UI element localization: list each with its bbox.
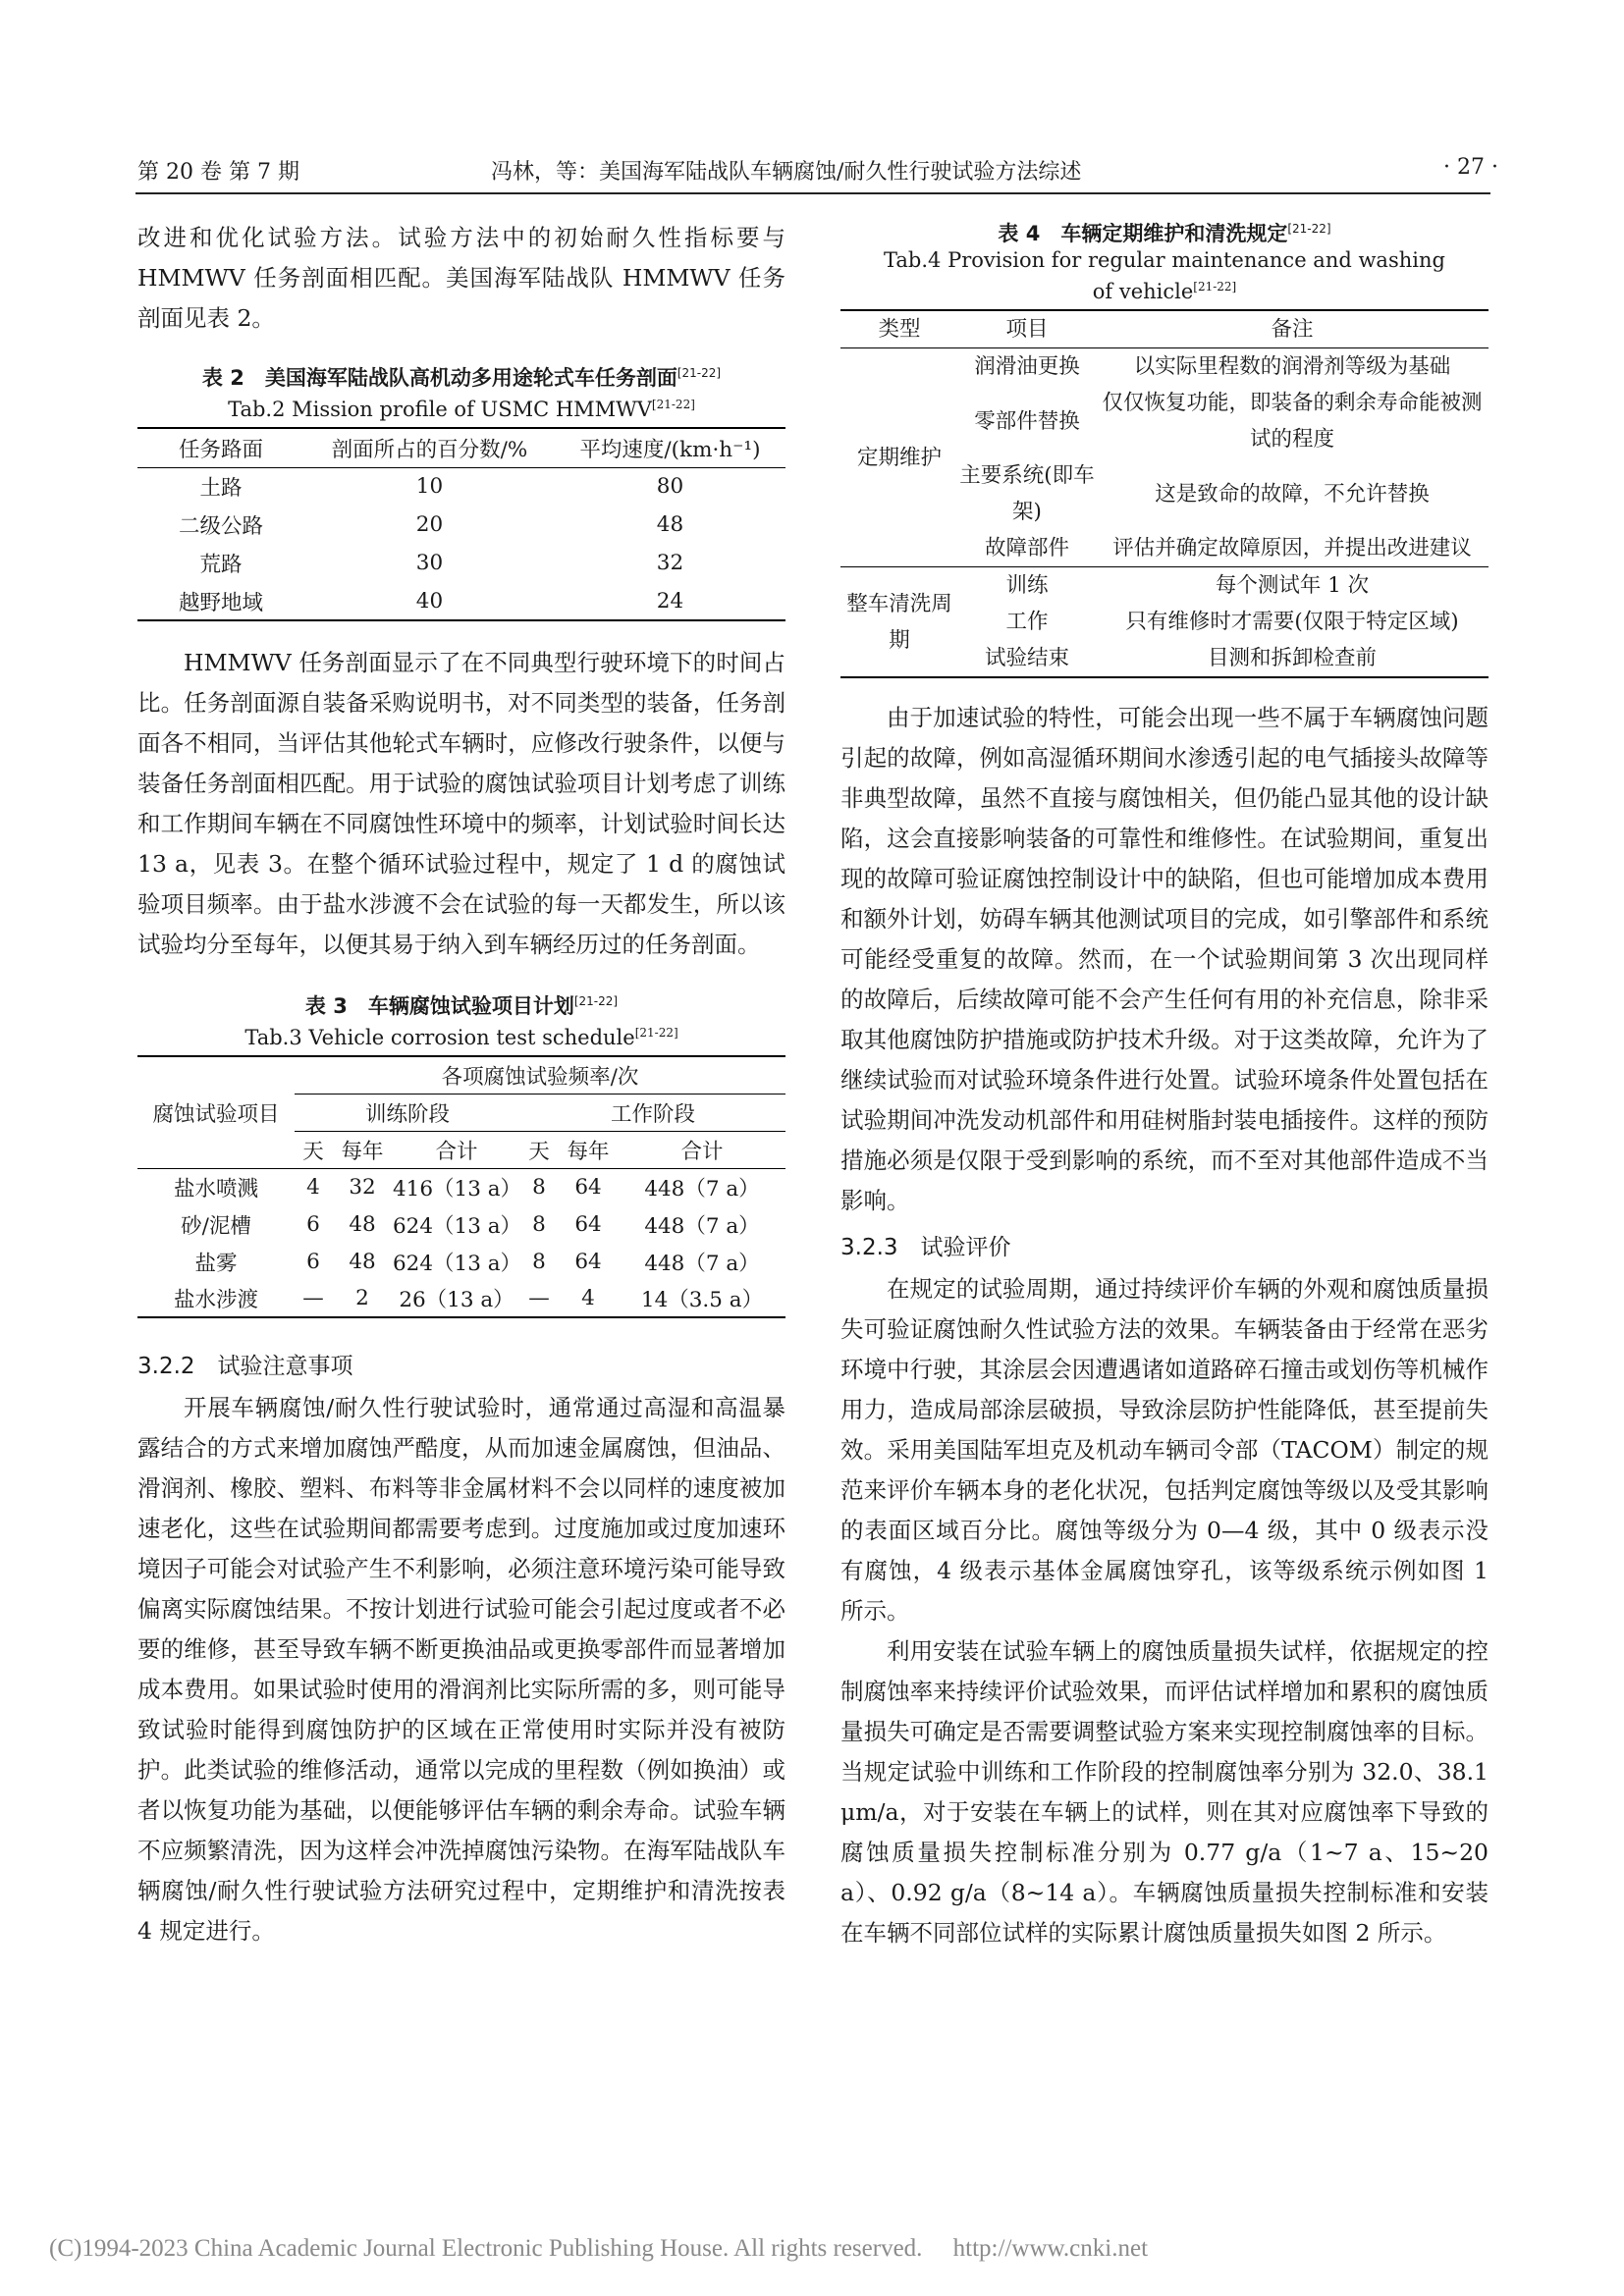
table3-cell: 64 — [574, 1249, 602, 1274]
precautions-paragraph: 开展车辆腐蚀/耐久性行驶试验时，通常通过高湿和高温暴露结合的方式来增加腐蚀严酷度，从而加速金属腐蚀，但油品、滑润剂、橡胶、塑料、布料等非金属材料不会以同样的速度被加速老化，这些在试验期间都需要考虑到。过度施加或过度加速环境因子可能会对试验产生不利影响，必须注意环境污染可能导致偏离实际腐蚀结果。不按计划进行试验可能会引起过度或者不必要的维修，甚至导致车辆不断更换油品或更换零部件而显著增加成本费用。如果试验时使用的滑润剂比实际所需的多，则可能导致试验时能得到腐蚀防护的区域在正常使用时实际并没有被防护。此类试验的维修活动，通常以完成的里程数（例如换油）或者以恢复功能为基础，以便能够评估车辆的剩余寿命。试验车辆不应频繁清洗，因为这样会冲洗掉腐蚀污染物。在海军陆战队车辆腐蚀/耐久性行驶试验方法研究过程中，定期维护和清洗按表 4 规定进行。 — [137, 1394, 785, 1945]
table4 — [840, 218, 1489, 678]
table3-cell: 448（7 a） — [644, 1176, 760, 1201]
running-title: 冯林，等：美国海军陆战队车辆腐蚀/耐久性行驶试验方法综述 — [491, 160, 1082, 185]
section-heading-323: 3.2.3 试验评价 — [840, 1235, 1011, 1260]
table4-item: 故障部件 — [984, 536, 1069, 561]
table3-header-row — [137, 1056, 785, 1094]
table4-caption-cn: 表 4 车辆定期维护和清洗规定[21-22] — [998, 222, 1331, 245]
table-row — [137, 1168, 785, 1205]
section-heading-322: 3.2.2 试验注意事项 — [137, 1354, 353, 1379]
table3-caption-cn: 表 3 车辆腐蚀试验项目计划[21-22] — [304, 994, 619, 1018]
table3-cell: 8 — [532, 1211, 546, 1237]
table-row — [840, 348, 1489, 386]
table3-cell: 448（7 a） — [644, 1251, 760, 1276]
table3-header-total: 合计 — [435, 1139, 478, 1164]
table2-cell: 20 — [415, 512, 444, 537]
table2-header: 剖面所占的百分数/% — [331, 437, 528, 462]
table3-cell: 4 — [306, 1174, 320, 1200]
table2-grid — [137, 427, 785, 621]
table3-cell: 26（13 a） — [399, 1288, 514, 1312]
left-column — [137, 218, 785, 1951]
table3-cell: 盐水涉渡 — [173, 1288, 258, 1312]
table4-note: 以实际里程数的润滑剂等级为基础 — [1133, 354, 1451, 379]
table4-item: 试验结束 — [984, 646, 1069, 670]
table3-cell: 盐水喷溅 — [173, 1176, 258, 1201]
table3-header-work: 工作阶段 — [520, 1094, 785, 1131]
table3-cell: 砂/泥槽 — [181, 1213, 251, 1239]
table3-cell: 4 — [581, 1286, 595, 1310]
journal-volume: 第 20 卷 第 7 期 — [137, 160, 299, 185]
table3-header-train: 训练阶段 — [295, 1094, 520, 1131]
table3-cell: 624（13 a） — [393, 1213, 522, 1239]
table4-item: 训练 — [1005, 573, 1049, 598]
table3-cell: 8 — [532, 1249, 546, 1274]
table3-cell: 48 — [349, 1211, 376, 1237]
table3-header-year: 每年 — [567, 1139, 610, 1164]
table4-note: 每个测试年 1 次 — [1215, 573, 1370, 598]
table4-header-row — [840, 310, 1489, 348]
table4-caption-en-line1: Tab.4 Provision for regular maintenance and washing — [884, 248, 1445, 272]
table3-header-day: 天 — [528, 1139, 550, 1164]
table-row — [137, 467, 785, 506]
table2-header: 任务路面 — [178, 437, 263, 462]
table3-header-item: 腐蚀试验项目 — [152, 1101, 280, 1127]
table3-cell: 14（3.5 a） — [640, 1288, 764, 1312]
table2-cell: 越野地域 — [178, 590, 263, 615]
table3-header-year: 每年 — [341, 1139, 384, 1164]
table2-cell: 荒路 — [199, 553, 243, 577]
table2-cell: 48 — [656, 512, 684, 537]
table4-item: 润滑油更换 — [974, 354, 1080, 379]
table3-grid — [137, 1055, 785, 1318]
table4-note: 只有维修时才需要(仅限于特定区域) — [1125, 610, 1459, 634]
table-row — [840, 567, 1489, 605]
evaluation-paragraph: 在规定的试验周期，通过持续评价车辆的外观和腐蚀质量损失可验证腐蚀耐久性试验方法的效果。车辆装备由于经常在恶劣环境中行驶，其涂层会因遭遇诸如道路碎石撞击或划伤等机械作用力，造成局部涂层破损，导致涂层防护性能降低，甚至提前失效。采用美国陆军坦克及机动车辆司令部（TACOM）制定的规范来评价车辆本身的老化状况，包括判定腐蚀等级以及受其影响的表面区域百分比。腐蚀等级分为 0—4 级，其中 0 级表示没有腐蚀，4 级表示基体金属腐蚀穿孔，该等级系统示例如图 1 所示。 — [840, 1275, 1489, 1625]
table2-cell: 土路 — [199, 476, 243, 502]
table3 — [137, 990, 785, 1318]
copyright-footer: (C)1994-2023 China Academic Journal Electronic Publishing House. All rights reserved. http://www.cnki.net — [49, 2235, 1149, 2262]
table4-header: 项目 — [1005, 317, 1049, 342]
table3-header-day: 天 — [302, 1139, 324, 1164]
table2-cell: 30 — [415, 551, 444, 575]
table4-note: 仅仅恢复功能，即装备的剩余寿命能被测试的程度 — [1102, 391, 1483, 452]
table3-cell: 624（13 a） — [393, 1251, 522, 1276]
mass-loss-paragraph: 利用安装在试验车辆上的腐蚀质量损失试样，依据规定的控制腐蚀率来持续评价试验效果，而评估试样增加和累积的腐蚀质量损失可确定是否需要调整试验方案来实现控制腐蚀率的目标。当规定试验中训练和工作阶段的控制腐蚀率分别为 32.0、38.1 μm/a，对于安装在车辆上的试样，则在其对应腐蚀率下导致的腐蚀质量损失控制标准分别为 0.77 g/a（1~7 a、15~20 a）、0.92 g/a（8~14 a）。车辆腐蚀质量损失控制标准和安装在车辆不同部位试样的实际累计腐蚀质量损失如图 2 所示。 — [840, 1637, 1489, 1947]
table-row — [137, 506, 785, 544]
table4-header: 类型 — [878, 317, 921, 342]
table4-header: 备注 — [1271, 317, 1314, 342]
table2-caption-en: Tab.2 Mission profile of USMC HMMWV[21-22] — [228, 398, 695, 421]
right-column — [840, 218, 1489, 1953]
table4-caption-en-line2: of vehicle[21-22] — [1092, 280, 1237, 303]
table3-header-total: 合计 — [680, 1139, 724, 1164]
table4-grid — [840, 309, 1489, 678]
table-row — [137, 544, 785, 582]
table2-caption-cn: 表 2 美国海军陆战队高机动多用途轮式车任务剖面[21-22] — [201, 366, 722, 390]
intro-paragraph: 改进和优化试验方法。试验方法中的初始耐久性指标要与 HMMWV 任务剖面相匹配。美国海军陆战队 HMMWV 任务剖面见表 2。 — [137, 224, 785, 332]
table3-header-freq: 各项腐蚀试验频率/次 — [295, 1056, 785, 1094]
table2-cell: 二级公路 — [178, 514, 263, 539]
table2-cell: 80 — [656, 474, 684, 500]
table3-cell: 64 — [574, 1211, 602, 1237]
table4-item: 主要系统(即车架) — [959, 463, 1095, 524]
table2 — [137, 362, 785, 621]
table3-cell: — — [302, 1286, 324, 1310]
table2-cell: 10 — [415, 474, 444, 500]
table3-caption-en: Tab.3 Vehicle corrosion test schedule[21-22] — [244, 1026, 678, 1049]
table4-item: 工作 — [1005, 610, 1049, 634]
table2-cell: 32 — [656, 551, 684, 575]
table4-item: 零部件替换 — [974, 408, 1080, 434]
table2-header-row — [137, 428, 785, 467]
header-rule — [135, 192, 1490, 194]
table3-cell: 2 — [355, 1286, 369, 1310]
page-number: · 27 · — [1443, 155, 1498, 180]
table3-cell: 8 — [532, 1174, 546, 1200]
table3-cell: 32 — [349, 1174, 376, 1200]
mission-profile-paragraph: HMMWV 任务剖面显示了在不同典型行驶环境下的时间占比。任务剖面源自装备采购说明书，对不同类型的装备，任务剖面各不相同，当评估其他轮式车辆时，应修改行驶条件，以便与装备任务剖面相匹配。用于试验的腐蚀试验项目计划考虑了训练和工作期间车辆在不同腐蚀性环境中的频率，计划试验时间长达 13 a，见表 3。在整个循环试验过程中，规定了 1 d 的腐蚀试验项目频率。由于盐水涉渡不会在试验的每一天都发生，所以该试验均分至每年，以便其易于纳入到车辆经历过的任务剖面。 — [137, 649, 785, 958]
table4-type: 整车清洗周期 — [846, 591, 952, 653]
table3-cell: 盐雾 — [194, 1251, 238, 1276]
table4-note: 目测和拆卸检查前 — [1207, 646, 1377, 670]
table4-type: 定期维护 — [856, 445, 942, 470]
table2-cell: 40 — [415, 588, 444, 614]
table2-cell: 24 — [656, 588, 684, 614]
table2-header: 平均速度/(km·h⁻¹) — [579, 437, 761, 462]
table3-cell: 64 — [574, 1174, 602, 1200]
table4-note: 评估并确定故障原因，并提出改进建议 — [1112, 536, 1472, 561]
table-row — [137, 582, 785, 620]
table3-cell: 416（13 a） — [393, 1176, 522, 1201]
table3-cell: 448（7 a） — [644, 1213, 760, 1239]
table3-cell: 6 — [306, 1211, 320, 1237]
table-row — [137, 1280, 785, 1317]
table4-note: 这是致命的故障，不允许替换 — [1155, 481, 1430, 507]
table3-cell: — — [528, 1286, 550, 1310]
table-row — [137, 1243, 785, 1280]
table3-cell: 48 — [349, 1249, 376, 1274]
table3-cell: 6 — [306, 1249, 320, 1274]
table-row — [137, 1205, 785, 1243]
fault-paragraph: 由于加速试验的特性，可能会出现一些不属于车辆腐蚀问题引起的故障，例如高湿循环期间水渗透引起的电气插接头故障等非典型故障，虽然不直接与腐蚀相关，但仍能凸显其他的设计缺陷，这会直接影响装备的可靠性和维修性。在试验期间，重复出现的故障可验证腐蚀控制设计中的缺陷，但也可能增加成本费用和额外计划，妨碍车辆其他测试项目的完成，如引擎部件和系统可能经受重复的故障。然而，在一个试验期间第 3 次出现同样的故障后，后续故障可能不会产生任何有用的补充信息，除非采取其他腐蚀防护措施或防护技术升级。对于这类故障，允许为了继续试验而对试验环境条件进行处置。试验环境条件处置包括在试验期间冲洗发动机部件和用硅树脂封装电插接件。这样的预防措施必须是仅限于受到影响的系统，而不至对其他部件造成不当影响。 — [840, 704, 1489, 1214]
